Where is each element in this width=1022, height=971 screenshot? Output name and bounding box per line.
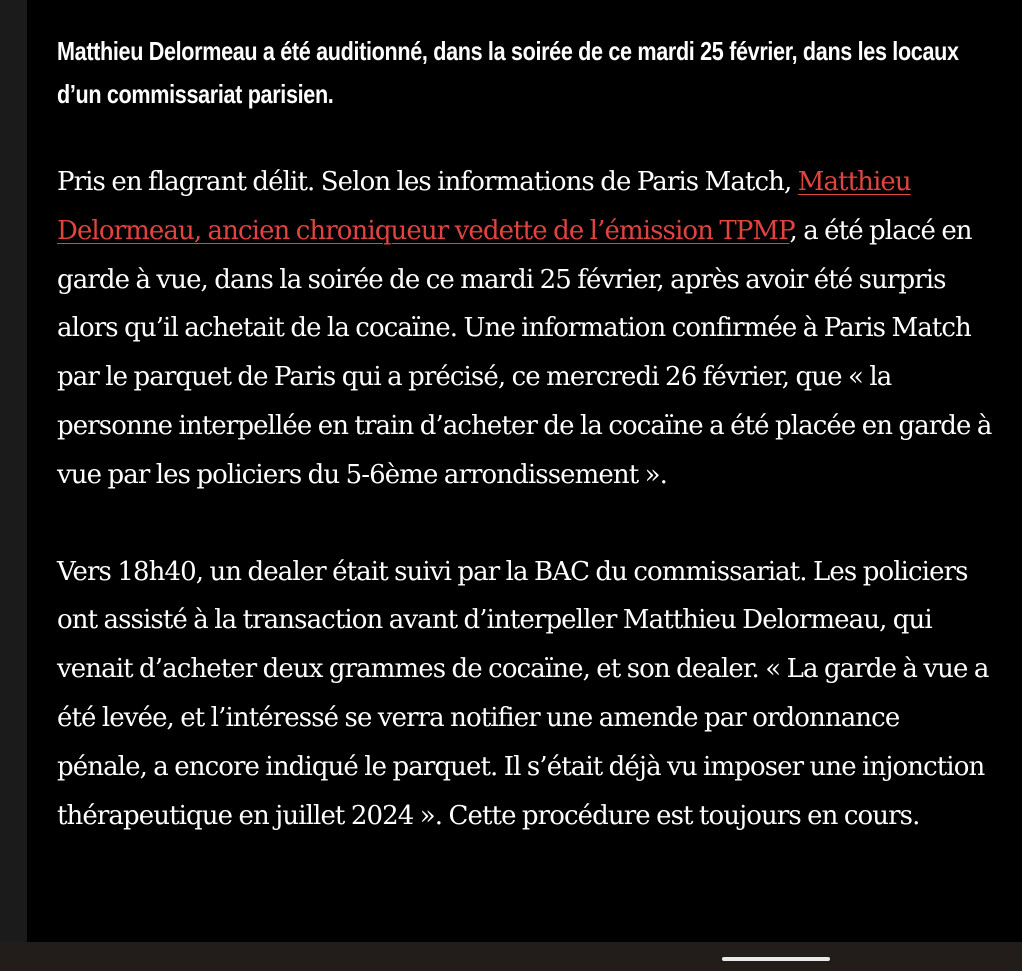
paragraph-1-text-start: Pris en flagrant délit. Selon les informations de Paris Match, bbox=[57, 167, 798, 197]
article-paragraph-1 bbox=[57, 158, 992, 500]
article-lead: Matthieu Delormeau a été auditionné, dans la soirée de ce mardi 25 février, dans les locaux d’un commissariat parisien. bbox=[57, 36, 959, 109]
left-gutter bbox=[0, 0, 27, 942]
system-navigation-bar bbox=[0, 942, 1022, 971]
article-link-delormeau[interactable]: Matthieu Delormeau, ancien chroniqueur vedette de l’émission TPMP bbox=[57, 167, 911, 246]
paragraph-1-text-end: , a été placé en garde à vue, dans la soirée de ce mardi 25 février, après avoir été surpris alors qu’il achetait de la cocaïne. Une information confirmée à Paris Match par le parquet de Paris qui a précisé, ce mercredi 26 février, que « la personne interpellée en train d’acheter de la cocaïne a été placée en garde à vue par les policiers du 5-6ème arrondissement ». bbox=[57, 215, 992, 490]
article-paragraph-2: Vers 18h40, un dealer était suivi par la BAC du commissariat. Les policiers ont assisté à la transaction avant d’interpeller Matthieu Delormeau, qui venait d’acheter deux grammes de cocaïne, et son dealer. « La garde à vue a été levée, et l’intéressé se verra notifier une amende par ordonnance pénale, a encore indiqué le parquet. Il s’était déjà vu imposer une injonction thérapeutique en juillet 2024 ». Cette procédure est toujours en cours. bbox=[57, 556, 989, 831]
article-body bbox=[57, 30, 992, 840]
home-indicator[interactable] bbox=[722, 957, 830, 961]
